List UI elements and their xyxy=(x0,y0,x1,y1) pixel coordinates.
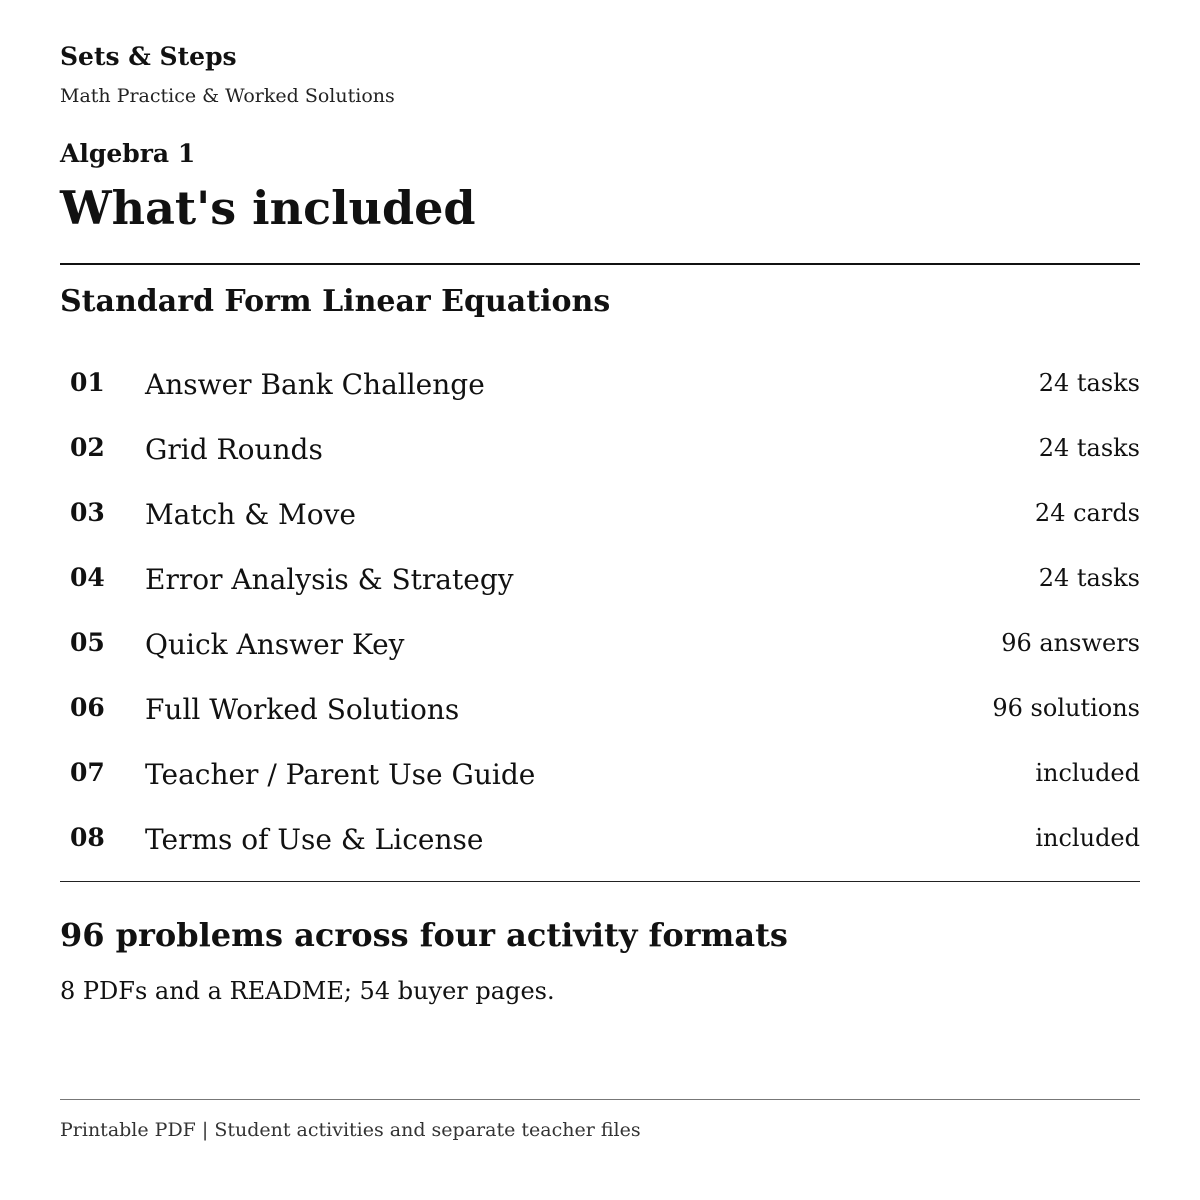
item-count: 24 tasks xyxy=(1038,369,1140,397)
list-divider xyxy=(60,881,1140,882)
item-label: Quick Answer Key xyxy=(145,628,405,661)
item-label: Answer Bank Challenge xyxy=(145,368,485,401)
list-item xyxy=(60,353,1140,418)
brand-name: Sets & Steps xyxy=(60,42,237,71)
item-number: 02 xyxy=(70,433,105,462)
item-label: Teacher / Parent Use Guide xyxy=(145,758,536,791)
footer-text: Printable PDF | Student activities and separate teacher files xyxy=(60,1119,641,1141)
summary-text: 8 PDFs and a README; 54 buyer pages. xyxy=(60,977,555,1005)
item-number: 06 xyxy=(70,693,105,722)
title-divider xyxy=(60,263,1140,265)
section-title: Standard Form Linear Equations xyxy=(60,284,611,319)
item-label: Full Worked Solutions xyxy=(145,693,460,726)
item-count: 96 answers xyxy=(1001,629,1140,657)
item-label: Terms of Use & License xyxy=(145,823,484,856)
item-count: 24 tasks xyxy=(1038,564,1140,592)
page-title: What's included xyxy=(60,181,476,235)
item-number: 07 xyxy=(70,758,105,787)
item-count: included xyxy=(1035,759,1140,787)
item-count: 24 cards xyxy=(1034,499,1140,527)
list-item xyxy=(60,613,1140,678)
summary-title: 96 problems across four activity formats xyxy=(60,916,788,954)
item-number: 01 xyxy=(70,368,105,397)
list-item xyxy=(60,808,1140,873)
item-label: Error Analysis & Strategy xyxy=(145,563,514,596)
item-count: 24 tasks xyxy=(1038,434,1140,462)
list-item xyxy=(60,743,1140,808)
list-item xyxy=(60,678,1140,743)
item-count: included xyxy=(1035,824,1140,852)
list-item xyxy=(60,483,1140,548)
list-item xyxy=(60,548,1140,613)
item-number: 03 xyxy=(70,498,105,527)
product-page xyxy=(60,0,1140,1200)
brand-tagline: Math Practice & Worked Solutions xyxy=(60,85,395,107)
item-number: 05 xyxy=(70,628,105,657)
item-number: 08 xyxy=(70,823,105,852)
item-label: Match & Move xyxy=(145,498,356,531)
item-label: Grid Rounds xyxy=(145,433,323,466)
course-label: Algebra 1 xyxy=(60,139,196,168)
list-item xyxy=(60,418,1140,483)
item-count: 96 solutions xyxy=(992,694,1140,722)
footer-divider xyxy=(60,1099,1140,1100)
contents-list xyxy=(60,353,1140,873)
item-number: 04 xyxy=(70,563,105,592)
